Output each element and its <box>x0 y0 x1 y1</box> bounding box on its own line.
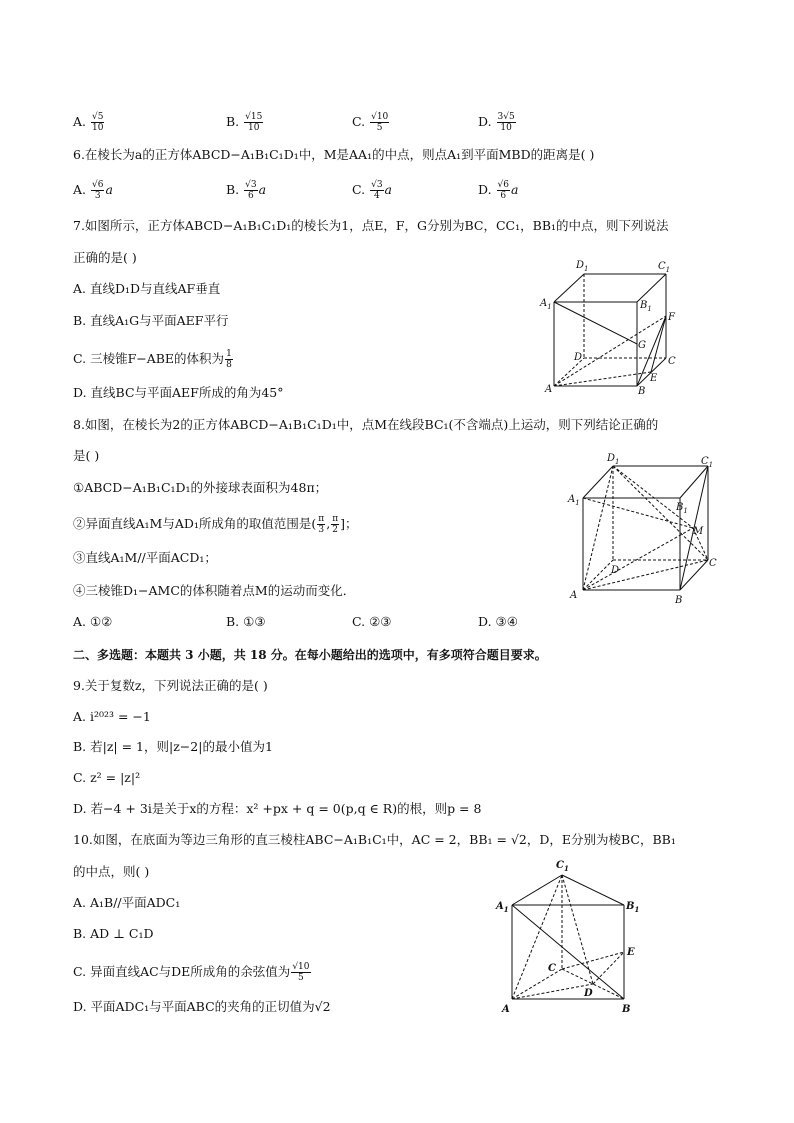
q8-cube-figure <box>565 448 730 608</box>
q8-statement-2: ②异面直线A₁M与AD₁所成角的取值范围是( $\frac{\pi}{3}$ , $\frac{\pi}{2}$ ]； <box>73 514 358 535</box>
q8-label-a1: $A_1$ <box>568 494 580 507</box>
q7-label-b1: $B_1$ <box>640 300 652 313</box>
q7-stem-line2: 正确的是( ) <box>73 250 137 265</box>
q7-option-b: B. 直线A₁G与平面AEF平行 <box>73 313 229 328</box>
q7-label-e: E <box>650 373 658 384</box>
q7-option-a: A. 直线D₁D与直线AF垂直 <box>73 281 221 296</box>
q8-label-d: D <box>611 565 620 576</box>
q10-stem-line1: 10.如图，在底面为等边三角形的直三棱柱ABC−A₁B₁C₁中，AC = 2，BB₁ = √2，D，E分别为棱BC，BB₁ <box>73 832 676 847</box>
q10-prism-figure <box>492 855 652 1015</box>
q7-option-c: C. 三棱锥F−ABE的体积为 $\frac{1}{8}$ <box>73 349 232 370</box>
q10-label-e: E <box>627 947 635 958</box>
q9-option-d: D. 若−4 + 3i是关于x的方程：x² +px + q = 0(p,q ∈ R)的根，则p = 8 <box>73 801 482 816</box>
q9-option-c: C. z² = |z|² <box>73 770 141 785</box>
q8-option-d: D. ③④ <box>478 614 518 629</box>
q5-option-d: D. $\frac{3√5}{10}$ <box>478 112 515 133</box>
q8-statement-1: ①ABCD−A₁B₁C₁D₁的外接球表面积为48π； <box>73 480 328 495</box>
q7-label-d: D <box>574 352 583 363</box>
q8-stem-line1: 8.如图，在棱长为2的正方体ABCD−A₁B₁C₁D₁中，点M在线段BC₁(不含端点)上运动，则下列结论正确的 <box>73 417 659 432</box>
q8-option-c: C. ②③ <box>352 614 392 629</box>
q10-option-c: C. 异面直线AC与DE所成角的余弦值为 $\frac{√10}{5}$ <box>73 962 310 983</box>
q8-label-m: M <box>693 526 704 537</box>
q5-option-c: C. $\frac{√10}{5}$ <box>352 112 389 133</box>
q7-label-a1: $A_1$ <box>540 298 552 311</box>
q8-option-b: B. ①③ <box>226 614 266 629</box>
q5-option-b: B. $\frac{√15}{10}$ <box>226 112 263 133</box>
q10-label-b: B <box>622 1004 631 1015</box>
q10-label-a1: $A_1$ <box>496 901 509 914</box>
q8-label-c1: $C_1$ <box>701 456 714 469</box>
q9-option-a: A. i²⁰²³ = −1 <box>73 709 151 724</box>
q10-option-b: B. AD ⊥ C₁D <box>73 926 154 941</box>
q7-cube-figure <box>540 256 680 396</box>
q7-label-c1: $C_1$ <box>658 261 671 274</box>
q9-stem: 9.关于复数z，下列说法正确的是( ) <box>73 678 268 693</box>
q10-label-c: C <box>548 963 556 974</box>
q8-statement-3: ③直线A₁M//平面ACD₁； <box>73 550 217 565</box>
q8-stem-line2: 是( ) <box>73 448 100 463</box>
q10-label-b1: $B_1$ <box>626 901 640 914</box>
q7-option-d: D. 直线BC与平面AEF所成的角为45° <box>73 385 284 400</box>
q9-option-b: B. 若|z| = 1，则|z−2|的最小值为1 <box>73 739 273 754</box>
q5-option-a: A. $\frac{√5}{10}$ <box>73 112 104 133</box>
q8-label-b1: $B_1$ <box>676 502 688 515</box>
q7-label-c: C <box>668 356 676 367</box>
q6-option-c: C. $\frac{√3}{4}$ a <box>352 180 392 201</box>
q7-label-d1: $D_1$ <box>576 260 589 273</box>
q10-label-d: D <box>584 988 593 999</box>
q6-option-d: D. $\frac{√6}{6}$ a <box>478 180 519 201</box>
q7-label-b: B <box>638 386 646 397</box>
q10-label-a: A <box>502 1004 510 1015</box>
q8-label-c: C <box>709 558 717 569</box>
q8-label-d1: $D_1$ <box>607 453 620 466</box>
q6-option-b: B. $\frac{√3}{6}$ a <box>226 180 267 201</box>
q10-option-d: D. 平面ADC₁与平面ABC的夹角的正切值为√2 <box>73 999 331 1014</box>
q7-label-f: F <box>668 312 675 323</box>
q8-statement-4: ④三棱锥D₁−AMC的体积随着点M的运动而变化． <box>73 583 356 598</box>
q7-label-g: G <box>638 340 646 351</box>
q6-stem: 6.在棱长为a的正方体ABCD−A₁B₁C₁D₁中，M是AA₁的中点，则点A₁到平面MBD的距离是( ) <box>73 147 595 162</box>
q7-label-a: A <box>545 384 553 395</box>
q7-stem-line1: 7.如图所示，正方体ABCD−A₁B₁C₁D₁的棱长为1，点E，F，G分别为BC，CC₁，BB₁的中点，则下列说法 <box>73 218 669 233</box>
q10-option-a: A. A₁B//平面ADC₁ <box>73 895 181 910</box>
section-2-heading: 二、多选题：本题共 3 小题，共 18 分。在每小题给出的选项中，有多项符合题目要求。 <box>73 648 547 662</box>
q10-label-c1: $C_1$ <box>556 860 569 873</box>
q10-stem-line2: 的中点，则( ) <box>73 864 150 879</box>
q6-option-a: A. $\frac{√6}{3}$ a <box>73 180 113 201</box>
q8-label-b: B <box>675 595 683 606</box>
q8-label-a: A <box>570 590 578 601</box>
q8-option-a: A. ①② <box>73 614 113 629</box>
